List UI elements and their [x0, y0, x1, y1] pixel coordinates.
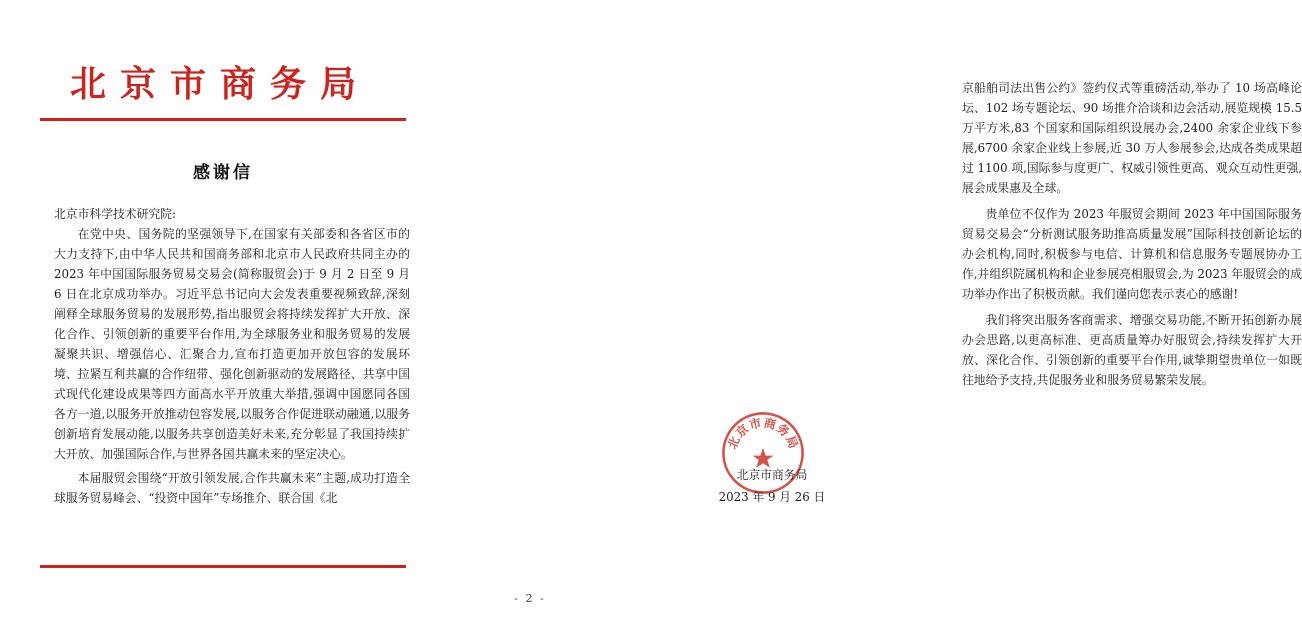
right-page	[450, 0, 1302, 627]
footer-red-rule	[40, 565, 406, 568]
signature-date: 2023 年 9 月 26 日	[718, 490, 826, 504]
body-paragraph: 在党中央、国务院的坚强领导下,在国家有关部委和各省区市的大力支持下,由中华人民共和国商务部和北京市人民政府共同主办的 2023 年中国国际服务贸易交易会(简称服贸会)于 9 月 2 日至 9 月 6 日在北京成功举办。习近平总书记向大会发表重要视频致辞,深刻阐释全球服务贸易的发展形势,指出服贸会将持续发挥扩大开放、深化合作、引领创新的重要平台作用,为全球服务业和服务贸易的发展凝聚共识、增强信心、汇聚合力,宣布打造更加开放包容的发展环境、拉紧互利共赢的合作纽带、强化创新驱动的发展路径、共享中国式现代化建设成果等四方面高水平开放重大举措,强调中国愿同各国各方一道,以服务开放推动包容发展,以服务合作促进联动融通,以服务创新培育发展动能,以服务共享创造美好未来,充分彰显了我国持续扩大开放、加强国际合作,与世界各国共赢未来的坚定决心。	[54, 227, 410, 461]
document-title: 感谢信	[193, 163, 253, 183]
letter-body-left	[54, 204, 410, 508]
salutation: 北京市科学技术研究院:	[54, 207, 176, 221]
letter-body-right	[962, 78, 1302, 390]
seal-text: 北京市商务局	[724, 415, 802, 452]
body-paragraph: 贵单位不仅作为 2023 年服贸会期间 2023 年中国国际服务贸易交易会“分析测试服务助推高质量发展”国际科技创新论坛的办会机构,同时,积极参与电信、计算机和信息服务专题展协办工作,并组织院属机构和企业参展亮相服贸会,为 2023 年服贸会的成功举办作出了积极贡献。我们谨向您表示衷心的感谢!	[962, 207, 1302, 301]
body-paragraph: 京船舶司法出售公约》签约仪式等重磅活动,举办了 10 场高峰论坛、102 场专题论坛、90 场推介洽谈和边会活动,展览规模 15.5 万平方米,83 个国家和国际组织设展办会,2400 余家企业线下参展,6700 余家企业线上参展,近 30 万人参展参会,达成各类成果超过 1100 项,国际参与度更广、权威引领性更高、观众互动性更强,展会成果惠及全球。	[962, 81, 1302, 195]
page-number: - 2 -	[514, 592, 546, 605]
signature-organization: 北京市商务局	[736, 468, 808, 482]
letterhead: 北京市商务局	[69, 63, 370, 105]
body-paragraph: 我们将突出服务客商需求、增强交易功能,不断开拓创新办展办会思路,以更高标准、更高质量筹办好服贸会,持续发挥扩大开放、深化合作、引领创新的重要平台作用,诚挚期望贵单位一如既往地给予支持,共促服务业和服务贸易繁荣发展。	[962, 313, 1302, 387]
body-paragraph: 本届服贸会围绕“开放引领发展,合作共赢未来”主题,成功打造全球服务贸易峰会、“投资中国年”专场推介、联合国《北	[54, 471, 410, 505]
svg-text:北京市商务局	[725, 415, 801, 451]
letterhead-red-rule	[40, 118, 406, 121]
signature-block	[712, 464, 832, 508]
left-page	[0, 0, 450, 627]
